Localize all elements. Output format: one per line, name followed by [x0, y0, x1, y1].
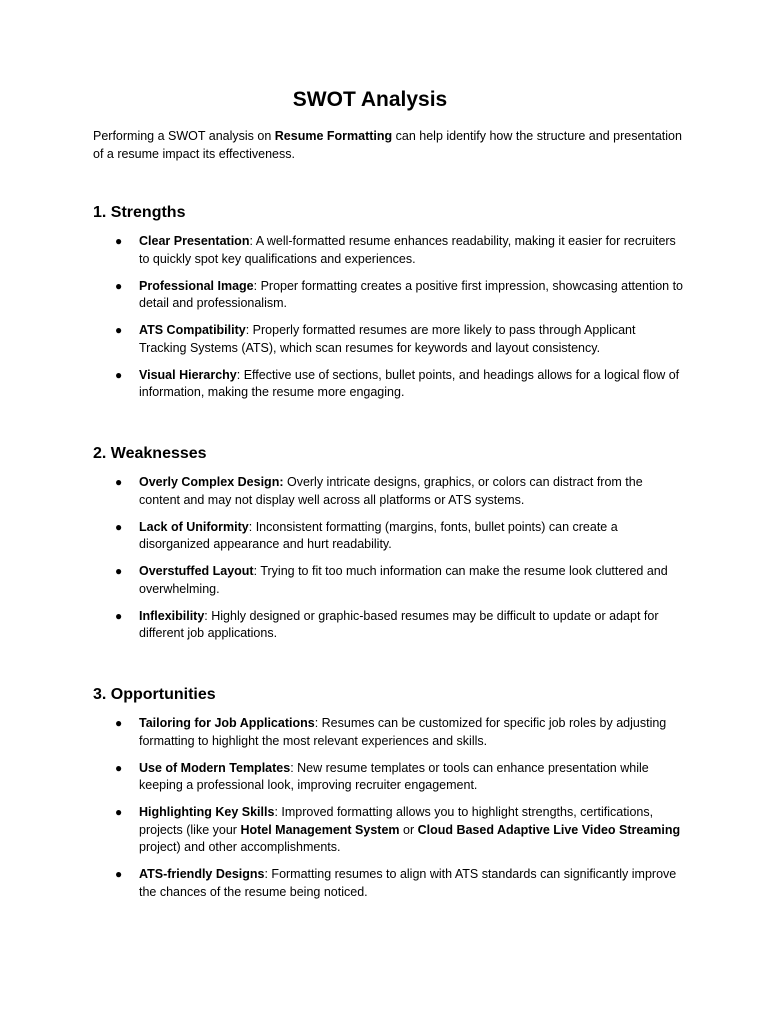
item-term: Overly Complex Design:: [139, 475, 284, 489]
item-text: : Effective use of sections, bullet points, and headings allows for a logical flow of information, making the resume more engaging.: [139, 367, 680, 399]
page-title: SWOT Analysis: [292, 88, 448, 111]
bullet-list: [93, 715, 683, 901]
item-project-name: Cloud Based Adaptive Live Video Streaming: [417, 822, 681, 837]
item-text: : Trying to fit too much information can make the resume look cluttered and overwhelming.: [139, 564, 668, 596]
item-text: : Properly formatted resumes are more likely to pass through Applicant Tracking Systems (ATS), which scan resumes for keywords and layout consistency.: [139, 323, 636, 355]
list-item: [93, 563, 683, 598]
item-text: : Highly designed or graphic-based resumes may be difficult to update or adapt for different job applications.: [139, 608, 659, 640]
item-term: Overstuffed Layout: [139, 564, 254, 578]
item-term: Tailoring for Job Applications: [139, 716, 315, 730]
item-term: Professional Image: [139, 278, 254, 293]
item-term: Inflexibility: [139, 608, 205, 623]
item-text: : A well-formatted resume enhances readability, making it easier for recruiters to quickly spot key qualifications and experiences.: [139, 234, 676, 266]
item-text: : Improved formatting allows you to highlight strengths, certifications, projects (like your: [139, 805, 654, 837]
intro-bold-topic: Resume Formatting: [274, 129, 393, 143]
item-term: ATS Compatibility: [139, 323, 246, 337]
bullet-icon: ●: [115, 278, 123, 293]
list-item: [93, 519, 683, 554]
bullet-icon: ●: [115, 867, 123, 881]
section-opportunities: [93, 684, 683, 911]
item-term: Visual Hierarchy: [139, 367, 237, 382]
item-term: Lack of Uniformity: [139, 519, 249, 534]
list-item: [93, 608, 683, 643]
intro-text-post: can help identify how the structure and presentation of a resume impact its effectiveness.: [93, 129, 682, 161]
bullet-icon: ●: [115, 234, 123, 248]
section-strengths: [93, 202, 683, 411]
item-project-name: Hotel Management System: [240, 822, 400, 837]
item-text: : Proper formatting creates a positive first impression, showcasing attention to detail and professionalism.: [139, 278, 683, 310]
item-term: Use of Modern Templates: [139, 760, 291, 775]
intro-text-pre: Performing a SWOT analysis on: [93, 129, 275, 143]
intro-paragraph: [93, 128, 683, 163]
section-heading: 2. Weaknesses: [93, 445, 207, 462]
bullet-icon: ●: [115, 608, 123, 623]
item-term: Highlighting Key Skills: [139, 805, 275, 819]
list-item: [93, 278, 683, 313]
section-weaknesses: [93, 443, 683, 652]
list-item: [93, 715, 683, 750]
bullet-icon: ●: [115, 519, 123, 534]
item-text: project) and other accomplishments.: [139, 840, 341, 854]
section-heading: 3. Opportunities: [93, 686, 216, 703]
bullet-list: [93, 233, 683, 402]
list-item: [93, 866, 683, 901]
bullet-icon: ●: [115, 716, 123, 730]
bullet-icon: ●: [115, 475, 123, 489]
section-heading: 1. Strengths: [93, 204, 186, 221]
item-text: : Inconsistent formatting (margins, fonts, bullet points) can create a disorganized appearance and hurt readability.: [139, 519, 618, 551]
item-text: : Resumes can be customized for specific job roles by adjusting formatting to highlight the most relevant experiences and skills.: [139, 716, 667, 748]
list-item: [93, 322, 683, 357]
bullet-icon: ●: [115, 564, 123, 578]
bullet-list: [93, 474, 683, 643]
bullet-icon: ●: [115, 323, 123, 337]
item-text: : Formatting resumes to align with ATS standards can significantly improve the chances of the resume being noticed.: [139, 867, 677, 899]
item-text: Overly intricate designs, graphics, or colors can distract from the content and may not display well across all platforms or ATS systems.: [139, 475, 643, 507]
list-item: [93, 367, 683, 402]
item-term: ATS-friendly Designs: [139, 867, 265, 881]
bullet-icon: ●: [115, 760, 123, 775]
bullet-icon: ●: [115, 805, 123, 819]
item-text: : New resume templates or tools can enhance presentation while keeping a professional look, improving recruiter engagement.: [139, 760, 649, 792]
list-item: [93, 474, 683, 509]
item-term: Clear Presentation: [139, 234, 250, 248]
list-item: [93, 804, 683, 857]
item-text: or: [399, 822, 418, 837]
list-item: [93, 760, 683, 795]
bullet-icon: ●: [115, 367, 123, 382]
list-item: [93, 233, 683, 268]
